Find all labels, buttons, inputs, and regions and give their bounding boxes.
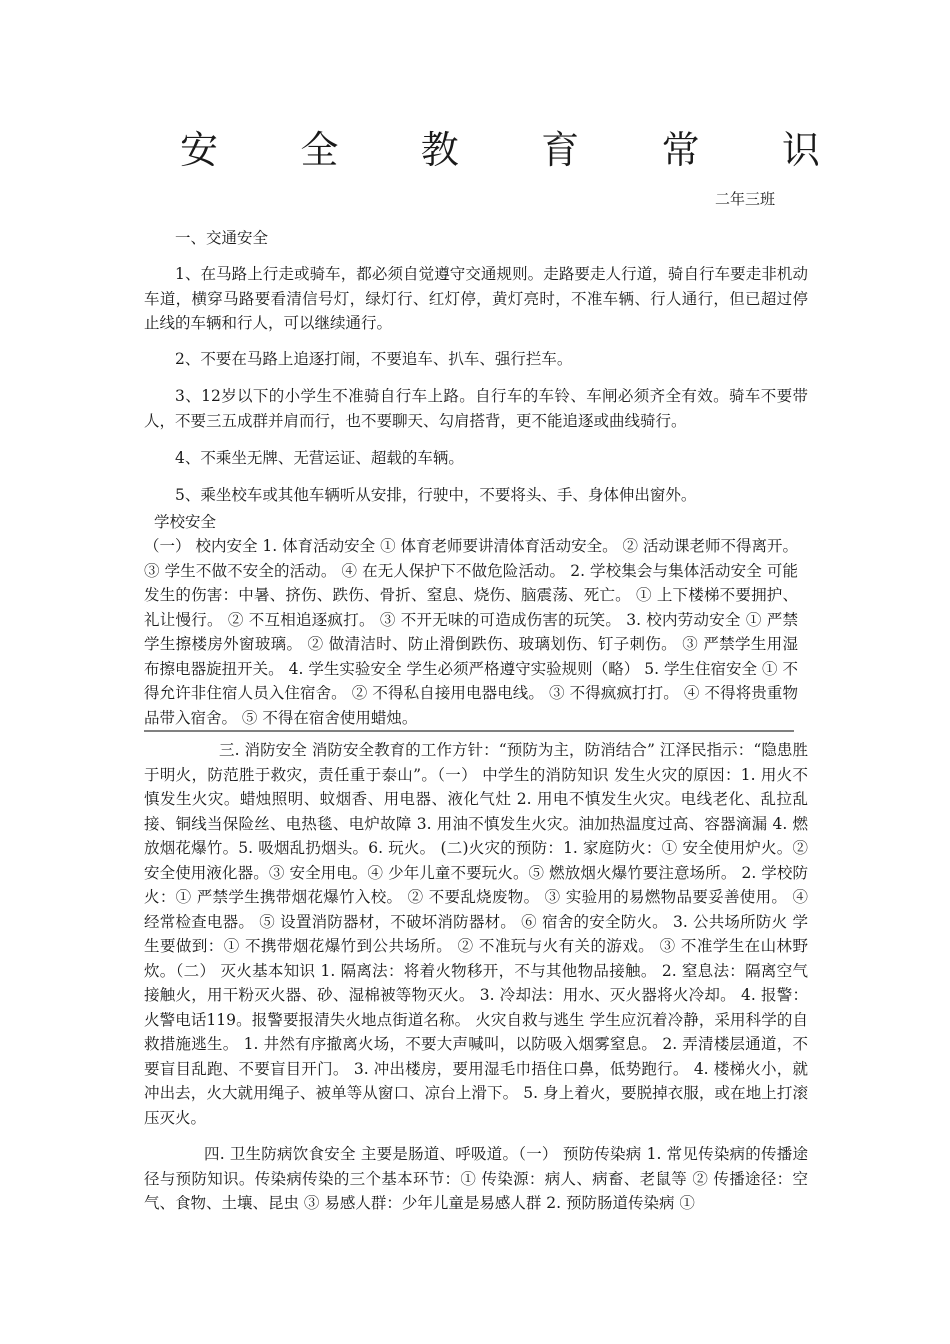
section-divider	[144, 730, 794, 732]
title-char: 全	[300, 128, 339, 172]
paragraph-traffic-5: 5、乘坐校车或其他车辆听从安排，行驶中，不要将头、手、身体伸出窗外。	[175, 486, 697, 504]
paragraph-traffic-4: 4、不乘坐无牌、无营运证、超载的车辆。	[175, 449, 464, 467]
paragraph-fire: 三. 消防安全 消防安全教育的工作方针：“预防为主，防消结合” 江泽民指示：“隐患胜于明火，防范胜于救灾，责任重于泰山”。（一） 中学生的消防知识 发生火灾的原因：1. 用火不慎发生火灾。蜡烛照明、蚊烟香、用电器、液化气灶 2. 用电不慎发生火灾。电线老化、乱拉乱接、铜线当保险丝、电热毯、电炉故障 3. 用油不慎发生火灾。油加热温度过高、容器滴漏 4. 燃放烟花爆竹。5. 吸烟乱扔烟头。6. 玩火。 (二)火灾的预防：1. 家庭防火：① 安全使用炉火。② 安全使用液化器。③ 安全用电。④ 少年儿童不要玩火。⑤ 燃放烟火爆竹要注意场所。 2. 学校防火：① 严禁学生携带烟花爆竹入校。 ② 不要乱烧废物。 ③ 实验用的易燃物品要妥善使用。 ④ 经常检查电器。 ⑤ 设置消防器材，不破坏消防器材。 ⑥ 宿舍的安全防火。 3. 公共场所防火 学生要做到：① 不携带烟花爆竹到公共场所。 ② 不准玩与火有关的游戏。 ③ 不准学生在山林野炊。（二） 灭火基本知识 1. 隔离法：将着火物移开，不与其他物品接触。 2. 窒息法：隔离空气接触火，用干粉灭火器、砂、湿棉被等物灭火。 3. 冷却法：用水、灭火器将火冷却。 4. 报警：火警电话119。报警要报清失火地点街道名称。 火灾自救与逃生 学生应沉着冷静，采用科学的自救措施逃生。 1. 井然有序撤离火场，不要大声喊叫，以防吸入烟雾窒息。 2. 弄清楼层通道，不要盲目乱跑、不要盲目开门。 3. 冲出楼房，要用湿毛巾捂住口鼻，低势跑行。 4. 楼梯火小，就冲出去，火大就用绳子、被单等从窗口、凉台上滑下。 5. 身上着火，要脱掉衣服，或在地上打滚压灭火。	[144, 741, 808, 1127]
title-char: 教	[420, 128, 459, 172]
section-heading-traffic: 一、交通安全	[175, 229, 269, 247]
class-name: 二年三班	[715, 190, 776, 208]
document-title	[180, 124, 820, 176]
title-char: 安	[180, 128, 219, 172]
title-char: 识	[781, 128, 820, 172]
paragraph-health: 四. 卫生防病饮食安全 主要是肠道、呼吸道。（一） 预防传染病 1. 常见传染病的传播途径与预防知识。传染病传染的三个基本环节：① 传染源：病人、病畜、老鼠等 ② 传播途径：空气、食物、土壤、昆虫 ③ 易感人群：少年儿童是易感人群 2. 预防肠道传染病 ①	[144, 1145, 808, 1212]
title-char: 常	[661, 128, 700, 172]
paragraph-traffic-1: 1、在马路上行走或骑车，都必须自觉遵守交通规则。走路要走人行道，骑自行车要走非机动车道，横穿马路要看清信号灯，绿灯行、红灯停，黄灯亮时，不准车辆、行人通行，但已超过停止线的车辆和行人，可以继续通行。	[144, 265, 808, 332]
paragraph-traffic-3: 3、12岁以下的小学生不准骑自行车上路。自行车的车铃、车闸必须齐全有效。骑车不要带人，不要三五成群并肩而行，也不要聊天、勾肩搭背，更不能追逐或曲线骑行。	[144, 387, 808, 430]
title-char: 育	[541, 128, 580, 172]
paragraph-school: （一） 校内安全 1. 体育活动安全 ① 体育老师要讲清体育活动安全。 ② 活动课老师不得离开。③ 学生不做不安全的活动。 ④ 在无人保护下不做危险活动。 2. 学校集会与集体活动安全 可能发生的伤害：中暑、挤伤、跌伤、骨折、窒息、烧伤、脑震荡、死亡。 ① 上下楼梯不要拥护、礼让慢行。 ② 不互相追逐疯打。 ③ 不开无味的可造成伤害的玩笑。 3. 校内劳动安全 ① 严禁学生擦楼房外窗玻璃。 ② 做清洁时、防止滑倒跌伤、玻璃划伤、钉子刺伤。 ③ 严禁学生用湿布擦电器旋扭开关。 4. 学生实验安全 学生必须严格遵守实验规则（略） 5. 学生住宿安全 ① 不得允许非住宿人员入住宿舍。 ② 不得私自接用电器电线。 ③ 不得疯疯打打。 ④ 不得将贵重物品带入宿舍。 ⑤ 不得在宿舍使用蜡烛。	[144, 537, 798, 727]
section-heading-school: 学校安全	[154, 513, 217, 531]
paragraph-traffic-2: 2、不要在马路上追逐打闹，不要追车、扒车、强行拦车。	[175, 350, 573, 368]
